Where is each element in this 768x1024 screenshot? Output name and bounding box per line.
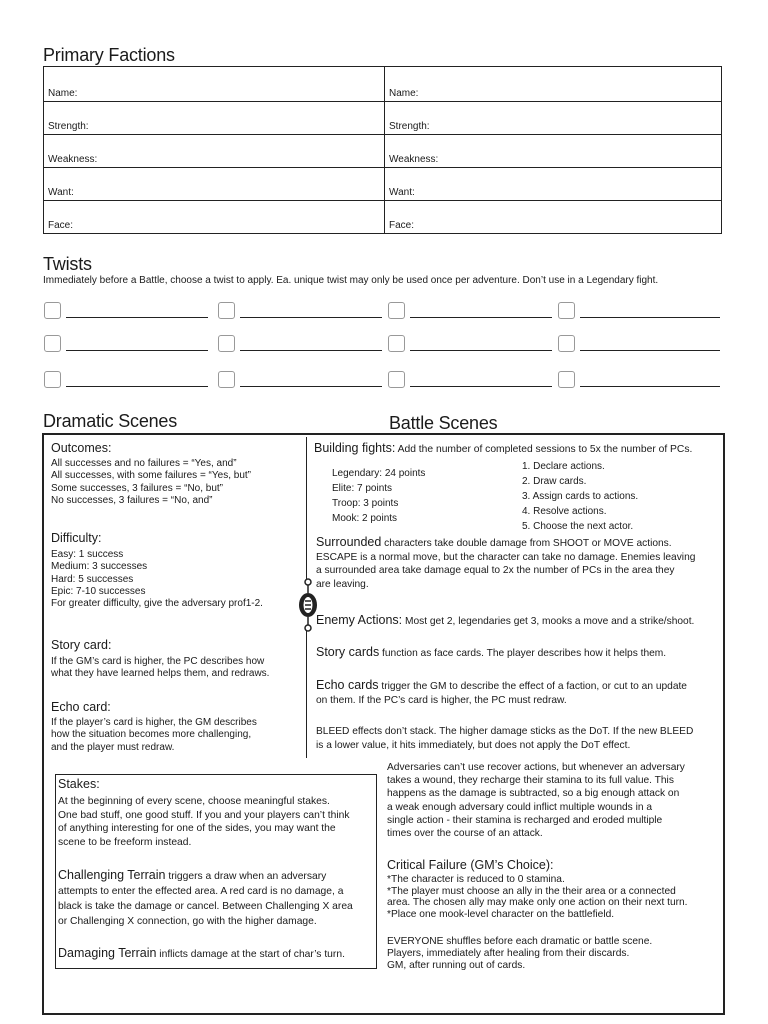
factions-table — [43, 66, 722, 234]
stakes-line: scene to be freeform instead. — [58, 836, 192, 848]
twist-checkbox[interactable] — [388, 335, 405, 352]
battle-scenes-title: Battle Scenes — [389, 413, 498, 433]
difficulty-line: Easy: 1 success — [51, 549, 124, 560]
stakes-line: One bad stuff, one good stuff. If you and your players can’t think — [58, 809, 350, 821]
faction-name-label: Name: — [48, 88, 78, 99]
twist-checkbox[interactable] — [44, 335, 61, 352]
echo-card-heading: Echo card: — [51, 700, 111, 714]
echo-card-line: how the situation becomes more challenging, — [51, 729, 252, 741]
echo-card-line: If the player’s card is higher, the GM describes — [51, 717, 257, 728]
faction-row[interactable] — [385, 67, 721, 102]
bleed-line: BLEED effects don’t stack. The higher damage sticks as the DoT. If the new BLEED — [316, 726, 694, 737]
enemy-actions-text — [316, 613, 694, 629]
faction-row[interactable] — [44, 168, 384, 201]
faction-row[interactable] — [385, 201, 721, 233]
twist-checkbox[interactable] — [218, 302, 235, 319]
shuffle-rules — [387, 936, 652, 972]
story-card-line: If the GM’s card is higher, the PC describes how — [51, 656, 265, 667]
points-line: Elite: 7 points — [332, 483, 393, 494]
critical-failure-line: area. The chosen ally may make only one action on their next turn. — [387, 897, 688, 909]
echo-cards-text — [316, 678, 687, 708]
story-card-heading: Story card: — [51, 638, 112, 652]
twist-checkbox[interactable] — [558, 335, 575, 352]
faction-face-label: Face: — [48, 220, 74, 231]
twist-checkbox[interactable] — [44, 302, 61, 319]
story-cards-line: function as face cards. The player describes how it helps them. — [379, 648, 667, 659]
story-card-line: what they have learned helps them, and redraws. — [51, 668, 270, 680]
points-line: Legendary: 24 points — [332, 468, 426, 479]
twist-checkbox[interactable] — [218, 335, 235, 352]
adversary-line: happens as the damage is subtracted, so a big enough attack on — [387, 788, 680, 800]
faction-row[interactable] — [44, 67, 384, 102]
stakes-line: of anything interesting for one of the sides, you may want the — [58, 823, 336, 834]
twists-description: Immediately before a Battle, choose a twist to apply. Ea. unique twist may only be used once per adventure. Don’t use in a Legendary fight. — [43, 275, 659, 286]
outcomes-list — [51, 458, 251, 507]
story-cards-heading: Story cards — [316, 645, 380, 659]
points-line: Mook: 2 points — [332, 513, 398, 524]
difficulty-line: Medium: 3 successes — [51, 561, 148, 573]
echo-cards-heading: Echo cards — [316, 678, 379, 692]
column-divider — [306, 630, 307, 758]
challenging-terrain-line: attempts to enter the effected area. A red card is no damage, a — [58, 886, 344, 897]
echo-card-line: and the player must redraw. — [51, 741, 175, 753]
twist-checkbox[interactable] — [558, 371, 575, 388]
building-fights-text — [314, 441, 692, 457]
faction-strength-label: Strength: — [389, 121, 430, 132]
echo-cards-line: trigger the GM to describe the effect of a faction, or cut to an update — [378, 681, 687, 692]
turn-step: 4. Resolve actions. — [522, 506, 607, 517]
difficulty-heading: Difficulty: — [51, 531, 102, 545]
faction-want-label: Want: — [389, 187, 415, 198]
twists-title: Twists — [43, 254, 92, 274]
adversary-line: single action - their stamina is recharged and eroded multiple — [387, 814, 663, 826]
adversary-line: times over the course of an attack. — [387, 828, 543, 840]
building-fights-heading: Building fights: — [314, 441, 396, 455]
faction-strength-label: Strength: — [48, 121, 89, 132]
faction-row[interactable] — [385, 102, 721, 135]
critical-failure-line: *The character is reduced to 0 stamina. — [387, 874, 565, 885]
outcome-line: No successes, 3 failures = “No, and” — [51, 494, 213, 506]
difficulty-line: For greater difficulty, give the adversary prof1-2. — [51, 598, 263, 610]
faction-column-right — [385, 67, 721, 233]
enemy-actions-heading: Enemy Actions: — [316, 613, 403, 627]
bleed-text — [316, 725, 693, 753]
twist-checkbox[interactable] — [388, 302, 405, 319]
faction-column-left — [44, 67, 385, 233]
twist-line[interactable] — [240, 317, 382, 318]
faction-row[interactable] — [385, 168, 721, 201]
critical-failure-line: *The player must choose an ally in the their area or a connected — [387, 885, 676, 897]
damaging-terrain-heading: Damaging Terrain — [58, 946, 157, 960]
challenging-terrain-line: triggers a draw when an adversary — [165, 871, 327, 882]
adversary-line: takes a wound, they recharge their stamina to its full value. This — [387, 775, 674, 787]
faction-row[interactable] — [44, 102, 384, 135]
shuffle-line: Players, immediately after healing from their discards. — [387, 948, 630, 959]
faction-name-label: Name: — [389, 88, 419, 99]
faction-want-label: Want: — [48, 187, 74, 198]
building-fights-line: Add the number of completed sessions to 5x the number of PCs. — [395, 444, 693, 455]
twist-line[interactable] — [66, 350, 208, 351]
damaging-terrain-line: inflicts damage at the start of char’s turn. — [156, 949, 345, 960]
twist-checkbox[interactable] — [388, 371, 405, 388]
column-divider — [306, 437, 307, 579]
stakes-text — [58, 795, 350, 849]
stakes-line: At the beginning of every scene, choose meaningful stakes. — [58, 796, 330, 807]
enemy-actions-line: Most get 2, legendaries get 3, mooks a move and a strike/shoot. — [402, 616, 695, 627]
factions-title: Primary Factions — [43, 45, 175, 65]
critical-failure-heading: Critical Failure (GM’s Choice): — [387, 858, 554, 872]
twist-line[interactable] — [410, 350, 552, 351]
twist-line[interactable] — [240, 386, 382, 387]
outcome-line: Some successes, 3 failures = “No, but” — [51, 482, 224, 494]
twist-line[interactable] — [410, 386, 552, 387]
surrounded-text — [316, 536, 695, 591]
challenging-terrain-text — [58, 868, 376, 929]
turn-step: 1. Declare actions. — [522, 461, 605, 472]
faction-weakness-label: Weakness: — [48, 154, 98, 165]
twist-line[interactable] — [410, 317, 552, 318]
outcome-line: All successes, with some failures = “Yes, but” — [51, 470, 251, 482]
twist-line[interactable] — [240, 350, 382, 351]
twist-line[interactable] — [580, 386, 720, 387]
faction-face-label: Face: — [389, 220, 415, 231]
turn-steps-list — [522, 459, 638, 534]
adversary-text — [387, 761, 685, 840]
echo-card-text — [51, 717, 257, 754]
difficulty-list — [51, 549, 263, 610]
adversary-line: Adversaries can’t use recover actions, but whenever an adversary — [387, 762, 685, 773]
story-card-text — [51, 656, 269, 681]
turn-step: 5. Choose the next actor. — [522, 521, 634, 532]
outcomes-heading: Outcomes: — [51, 441, 112, 455]
faction-row[interactable] — [44, 135, 384, 168]
outcome-line: All successes and no failures = “Yes, and” — [51, 458, 237, 469]
bleed-line: is a lower value, it hits immediately, but does not apply the DoT effect. — [316, 740, 631, 751]
faction-row[interactable] — [385, 135, 721, 168]
surrounded-heading: Surrounded — [316, 535, 382, 549]
surrounded-line: a surrounded area take damage equal to 2x the number of PCs in the area they — [316, 565, 675, 576]
surrounded-line: characters take double damage from SHOOT or MOVE actions. — [381, 538, 672, 549]
challenging-terrain-line: black is take the damage or cancel. Between Challenging X area — [58, 901, 353, 912]
adversary-line: a weak enough adversary could inflict multiple wounds in a — [387, 801, 653, 813]
faction-row[interactable] — [44, 201, 384, 233]
faction-weakness-label: Weakness: — [389, 154, 439, 165]
stakes-heading: Stakes: — [58, 777, 100, 791]
twist-checkbox[interactable] — [218, 371, 235, 388]
twist-checkbox[interactable] — [558, 302, 575, 319]
critical-failure-list — [387, 874, 688, 920]
points-line: Troop: 3 points — [332, 498, 399, 509]
surrounded-line: ESCAPE is a normal move, but the character can take no damage. Enemies leaving — [316, 551, 696, 563]
difficulty-line: Hard: 5 successes — [51, 573, 134, 585]
echo-cards-line: on them. If the PC’s card is higher, the PC must redraw. — [316, 695, 567, 706]
twist-checkbox[interactable] — [44, 371, 61, 388]
damaging-terrain-text — [58, 946, 345, 962]
twist-line[interactable] — [66, 386, 208, 387]
critical-failure-line: *Place one mook-level character on the battlefield. — [387, 908, 615, 920]
twist-line[interactable] — [580, 317, 720, 318]
twist-line[interactable] — [66, 317, 208, 318]
points-list — [332, 466, 425, 526]
shuffle-line: GM, after running out of cards. — [387, 960, 526, 971]
turn-step: 3. Assign cards to actions. — [522, 491, 639, 502]
challenging-terrain-line: or Challenging X connection, go with the higher damage. — [58, 916, 317, 927]
shuffle-line: EVERYONE shuffles before each dramatic or battle scene. — [387, 936, 653, 947]
twist-line[interactable] — [580, 350, 720, 351]
difficulty-line: Epic: 7-10 successes — [51, 585, 146, 597]
surrounded-line: are leaving. — [316, 578, 369, 590]
story-cards-text — [316, 645, 666, 661]
challenging-terrain-heading: Challenging Terrain — [58, 868, 166, 882]
turn-step: 2. Draw cards. — [522, 476, 587, 487]
dramatic-scenes-title: Dramatic Scenes — [43, 411, 178, 431]
